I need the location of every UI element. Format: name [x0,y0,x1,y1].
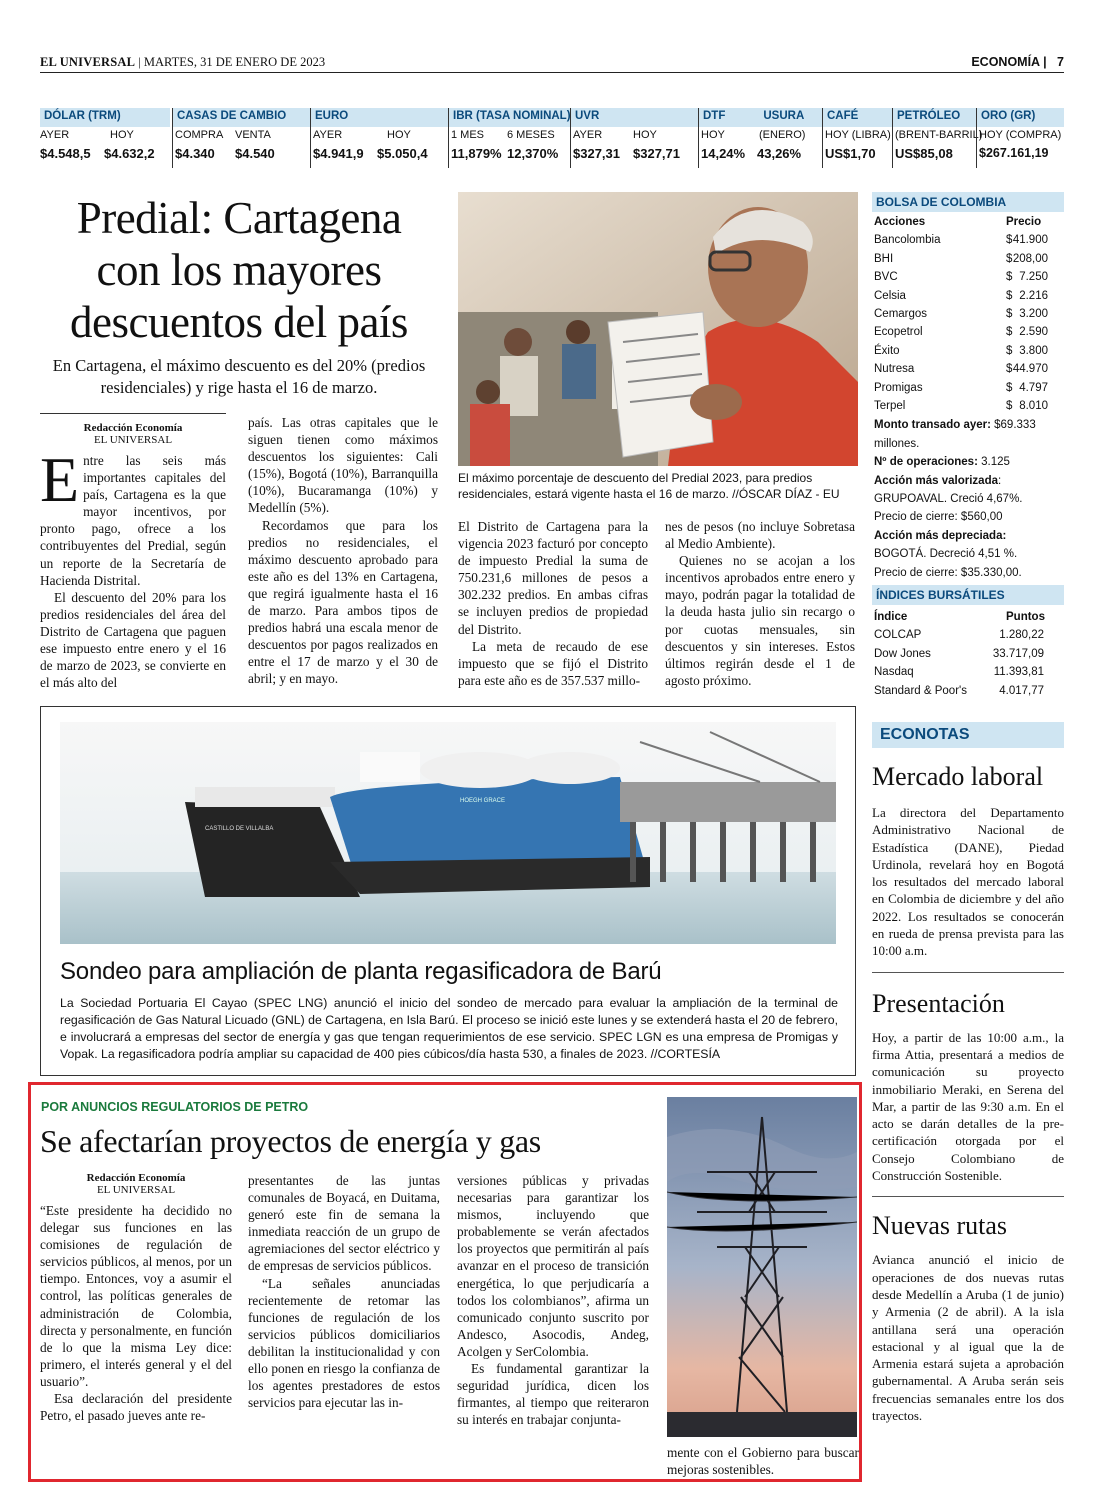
byline [40,1172,232,1196]
byline-author: Redacción Economía [86,1172,186,1184]
predial-photo [458,192,858,466]
econota-body: Hoy, a partir de las 10:00 a.m., la firma Attia, presentará a medios de comunicación su proyecto inmobiliario Meraki, en Serena del Mar, a partir de las 9:30 a.m. En el acto se darán detalles de la pre-certificación otorgada por el Consejo Colombiano de Construcción Sostenible. [872,1029,1064,1184]
paragraph: presentantes de las juntas comunales de Boyacá, en Duitama, generó este fin de semana la inmediata reacción de un grupo de agremiaciones del sector eléctrico y de empresas de servicios públicos. [248,1173,440,1274]
main-col-1 [40,422,226,691]
ships-photo [60,722,836,944]
divider [40,413,226,414]
photo-lng-ships [60,722,836,944]
ticker-label: HOY [387,129,411,141]
article-col-1 [40,1172,232,1424]
index-name: Dow Jones [874,647,931,660]
stock-price: 44.970 [1012,363,1048,376]
valorizada-cierre: Precio de cierre: $560,00 [874,511,1003,524]
index-row [872,646,1064,664]
paragraph: país. Las otras capitales que le siguen tienen como máximos descuentos los siguientes: Cali (15%), Bogotá (10%), Barranquilla (10%), Bucaramanga (10%) y Medellín (5%). [248,415,438,516]
econota-head: Presentación [872,988,1005,1018]
ticker-label: 1 MES [451,129,485,141]
sondeo-box [40,706,856,1076]
stock-row [872,361,1064,379]
photo-caption: El máximo porcentaje de descuento del Predial 2023, para predios residenciales, estará vigente hasta el 16 de marzo. //ÓSCAR DÍAZ - EU [458,471,840,501]
stock-currency: $ [1006,271,1013,284]
ticker-title: IBR (TASA NOMINAL) [449,108,570,127]
article-title: Se afectarían proyectos de energía y gas [40,1123,541,1159]
photo-power-tower [667,1097,857,1437]
ticker-title: PETRÓLEO [893,108,976,127]
stock-row [872,269,1064,287]
paragraph: ntre las seis más importantes capitales del país, Cartagena es la que mayor incentivos, por pronto pago, ofrece a los contribuyentes del Predial, según un reporte de la Secretaría de Hacienda Distrital. [40,453,226,588]
depreciada-cierre: Precio de cierre: $35.330,00. [874,566,1022,579]
ticker-label: HOY (COMPRA) [979,129,1062,141]
sondeo-title: Sondeo para ampliación de planta regasificadora de Barú [60,958,662,985]
ticker-value: $4.548,5 [40,146,91,161]
stock-currency: $ [1006,252,1013,265]
stock-currency: $ [1006,399,1013,412]
column-header: Puntos [1006,611,1045,623]
page-number: 7 [1057,55,1064,69]
ship-name: HOEGH GRACE [460,798,506,804]
sondeo-body: La Sociedad Portuaria El Cayao (SPEC LNG) anunció el inicio del sondeo de mercado para evaluar la ampliación de la terminal de regasificación de Gas Natural Licuado (GNL) de Cartagena, en Isla Barú. El proceso se inició este lunes y se extenderá hasta el 20 de febrero, e involucrará a empresas del sector de energía y gas que tengan requerimientos de ese servicio. SPEC LGN es una empresa de Promigas y Vopak. La regasificadora podría ampliar su capacidad de 400 pies cúbicos/día hasta 530, a finales de 2023. //CORTESÍA [60,996,838,1061]
photo-man-reading-bill [458,192,858,466]
stock-currency: $ [1006,234,1013,247]
index-row [872,683,1064,701]
depreciada-value: BOGOTÁ. Decreció 4,51 %. [874,548,1018,561]
ticker-value: $4.632,2 [104,146,155,161]
tower-photo [667,1097,857,1437]
article-col-4 [667,1444,859,1478]
paragraph: El Distrito de Cartagena para la vigencia 2023 facturó por concepto de impuesto Predial la suma de 750.231,6 millones de pesos a 302.232 predios. En ambas cifras se incluyen predios de propiedad del Distrito. [458,519,648,637]
paragraph: La meta de recaudo de ese impuesto que se fijó el Distrito para este año es de 357.537 millo- [458,638,648,688]
ticker-petroleo [892,108,983,168]
stock-currency: $ [1006,307,1013,320]
ticker-label: (BRENT-BARRIL) [895,129,983,141]
index-value: 4.017,77 [999,684,1044,697]
ticker-value: 12,370% [507,146,559,161]
index-name: COLCAP [874,629,922,642]
drop-cap: E [40,444,80,515]
index-row [872,627,1064,645]
paragraph: Es fundamental garantizar la seguridad jurídica, dicen los firmantes, al tiempo que reiteraron su interés en trabajar conjunta- [457,1361,649,1428]
monto-line: Monto transado ayer: $69.333 millones. [874,419,1036,450]
ticker-value: 43,26% [757,146,802,161]
stock-currency: $ [1006,381,1013,394]
stock-row [872,380,1064,398]
ticker-title: DÓLAR (TRM) [40,108,170,127]
index-row [872,664,1064,682]
econota-head: Mercado laboral [872,762,1044,791]
paragraph: mente con el Gobierno para buscar mejoras sostenibles. [667,1445,859,1478]
ticker-value: 14,24% [701,146,746,161]
ticker-label: HOY [633,129,657,141]
index-value: 11.393,81 [993,666,1044,679]
ticker-value: $4.540 [235,146,275,161]
market-ticker [40,108,1064,168]
stock-currency: $ [1006,289,1013,302]
index-value: 33.717,09 [992,647,1044,660]
bolsa-title: BOLSA DE COLOMBIA [872,192,1064,212]
stock-currency: $ [1006,326,1013,339]
stock-name: BHI [874,252,894,265]
article-col-2 [248,1172,440,1411]
stock-name: BVC [874,271,898,284]
paragraph: “Este presidente ha decidido no delegar sus funciones en las comisiones de regulación de servicios públicos, al menos, por un tiempo. Entonces, voy a asumir el control, las políticas generales de administración de Colombia, directa y personalmente, en función de lo que la misma Ley dice: primero, el interés general y el del usuario”. [40,1203,232,1389]
paragraph: “La señales anunciadas recientemente de retomar las funciones de regulación de los servicios públicos domiciliarios debilitan la institucionalidad y con ello ponen en riesgo la confianza de los agentes prestadores de estos servicios para ejecutar las in- [248,1275,440,1411]
econotas-panel [872,722,1064,1424]
paragraph: nes de pesos (no incluye Sobretasa al Medio Ambiente). [665,519,855,552]
stock-price: 3.200 [1019,307,1048,320]
ticker-value: $4.340 [175,146,215,161]
section-name: ECONOMÍA [971,55,1040,69]
valorizada-label: Acción más valorizada: [874,474,1002,487]
paper-name: EL UNIVERSAL [40,55,136,69]
ticker-label: AYER [40,129,70,141]
stock-price: 7.250 [1019,271,1048,284]
stock-row [872,306,1064,324]
ticker-value: 11,879% [451,146,502,161]
ticker-label: HOY [110,129,134,141]
main-col-3 [458,518,648,689]
stock-price: 4.797 [1019,381,1048,394]
stock-currency: $ [1006,344,1013,357]
stock-name: Cemargos [874,307,928,320]
paragraph: El descuento del 20% para los predios residenciales del área del Distrito de Cartagena que paguen ese impuesto entre enero y el 16 de marzo de 2023, se convierte en el más alto del [40,589,226,691]
header-right: ECONOMÍA | 7 [971,55,1064,69]
index-list [872,627,1064,701]
econota-item [872,762,1064,960]
stock-name: Celsia [874,289,906,302]
bolsa-panel [872,192,1064,582]
econota-item [872,972,1064,1185]
econota-body: La directora del Departamento Administrativo Nacional de Estadística (DANE), Piedad Urdinola, revelará hoy en Bogotá los resultados del mercado laboral en Colombia de diciembre y del año 2022. Los resultados se conocerán en rueda de prensa prevista para las 10:00 a.m. [872,805,1064,959]
byline-outlet: EL UNIVERSAL [93,434,173,446]
header-date: MARTES, 31 DE ENERO DE 2023 [143,55,326,69]
stock-list [872,232,1064,416]
ticker-cafe [822,108,892,168]
article-kicker: POR ANUNCIOS REGULATORIOS DE PETRO [41,1100,309,1114]
stock-name: Promigas [874,381,923,394]
econota-body: Avianca anunció el inicio de operaciones de dos nuevas rutas desde Medellín a Aruba (1 de junio) y Armenia (2 de abril). A la isla antillana será una operación estacional y al igual que la de Armenia estará sujeta a aprobación gubernamental. A Aruba serán seis frecuencias semanales entre los dos trayectos. [872,1252,1064,1424]
highlighted-article [28,1082,862,1482]
ops-line: Nº de operaciones: 3.125 [874,456,1010,469]
depreciada-label: Acción más depreciada: [874,529,1007,542]
main-col-2 [248,414,438,688]
header-left: EL UNIVERSAL | MARTES, 31 DE ENERO DE 2023 [40,55,326,69]
ticker-value: $327,71 [633,146,680,161]
ticker-title: EURO [311,108,450,127]
stock-price: 3.800 [1019,344,1048,357]
stock-row [872,398,1064,416]
ticker-title: UVR [571,108,698,127]
paragraph: Recordamos que para los predios no residenciales, el máximo descuento aprobado para este año es del 13% en Cartagena, que regirá igualmente hasta el 16 de marzo. Para ambos tipos de predios habrá una escala menor de descuentos por pagos realizados en entre el 17 de marzo y el 30 de abril; y en mayo. [248,517,438,687]
article-col-3 [457,1172,649,1428]
ticker-title: DTF [703,110,726,122]
index-name: Nasdaq [874,666,914,679]
stock-row [872,288,1064,306]
stock-name: Terpel [874,399,906,412]
ticker-title: CAFÉ [823,108,892,127]
stock-currency: $ [1006,363,1013,376]
ticker-label: AYER [573,129,603,141]
ticker-label: 6 MESES [507,129,555,141]
ticker-label: (ENERO) [759,129,806,141]
index-value: 1.280,22 [999,629,1044,642]
paragraph: versiones públicas y privadas necesarias para garantizar los mismos, incluyendo que probablemente se verán afectados los proyectos que permitirán al país avanzar en el proceso de transición energética, lo que perjudicaría a todos los colombianos”, afirma un comunicado conjunto suscrito por Andesco, Asocodis, Andeg, Acolgen y SerColombia. [457,1173,649,1359]
ticker-label: HOY [701,129,725,141]
main-headline: Predial: Cartagena con los mayores descuentos del país [70,193,408,347]
ticker-value: US$85,08 [895,146,953,161]
econota-item [872,1196,1064,1424]
econota-head: Nuevas rutas [872,1211,1008,1241]
stock-price: 41.900 [1012,234,1048,247]
stock-row [872,251,1064,269]
indices-title: ÍNDICES BURSÁTILES [872,585,1064,605]
stock-name: Bancolombia [874,234,941,247]
ticker-ibr [448,108,570,168]
ticker-casas [172,108,310,168]
ticker-label: VENTA [235,129,271,141]
stock-price: 2.590 [1019,326,1048,339]
ship-name: CASTILLO DE VILLALBA [205,826,274,832]
stock-row [872,324,1064,342]
column-header: Acciones [874,216,926,228]
ticker-label: AYER [313,129,343,141]
ticker-oro [976,108,1064,168]
stock-price: 2.216 [1019,289,1048,302]
ticker-label: COMPRA [175,129,224,141]
column-header: Índice [874,611,908,623]
byline [40,422,226,446]
main-col-4 [665,518,855,689]
stock-price: 8.010 [1019,399,1048,412]
stock-name: Ecopetrol [874,326,923,339]
byline-author: Redacción Economía [83,422,183,434]
ticker-title: ORO (GR) [977,108,1064,127]
ticker-value: US$1,70 [825,146,876,161]
indices-panel [872,585,1064,701]
ticker-dtf [698,108,822,168]
ticker-uvr [570,108,698,168]
page-header [40,53,1064,73]
stock-name: Éxito [874,344,900,357]
ticker-label: HOY (LIBRA) [825,129,891,141]
ticker-title: CASAS DE CAMBIO [173,108,310,127]
paragraph: Quienes no se acojan a los incentivos aprobados entre enero y mayo, podrán pagar la totalidad de la deuda hasta julio sin recargo o por cuotas mensuales, sin descuentos y sin intereses. Estos últimos regirán desde el 1 de agosto próximo. [665,553,855,688]
byline-outlet: EL UNIVERSAL [96,1184,176,1196]
ticker-dolar [40,108,170,168]
ticker-title: USURA [763,110,805,122]
stock-price: 208,00 [1012,252,1048,265]
ticker-euro [310,108,450,168]
index-name: Standard & Poor's [874,684,967,697]
stock-row [872,343,1064,361]
column-header: Precio [1006,216,1042,228]
paragraph: Esa declaración del presidente Petro, el pasado jueves ante re- [40,1391,232,1424]
stock-name: Nutresa [874,363,915,376]
main-subhead: En Cartagena, el máximo descuento es del 20% (predios residenciales) y rige hasta el 16 de marzo. [52,356,426,397]
ticker-value: $5.050,4 [377,146,428,161]
stock-row [872,232,1064,250]
ticker-value: $267.161,19 [979,146,1049,160]
econotas-title: ECONOTAS [872,722,1064,748]
valorizada-value: GRUPOAVAL. Creció 4,67%. [874,492,1023,505]
ticker-value: $327,31 [573,146,620,161]
ticker-value: $4.941,9 [313,146,364,161]
